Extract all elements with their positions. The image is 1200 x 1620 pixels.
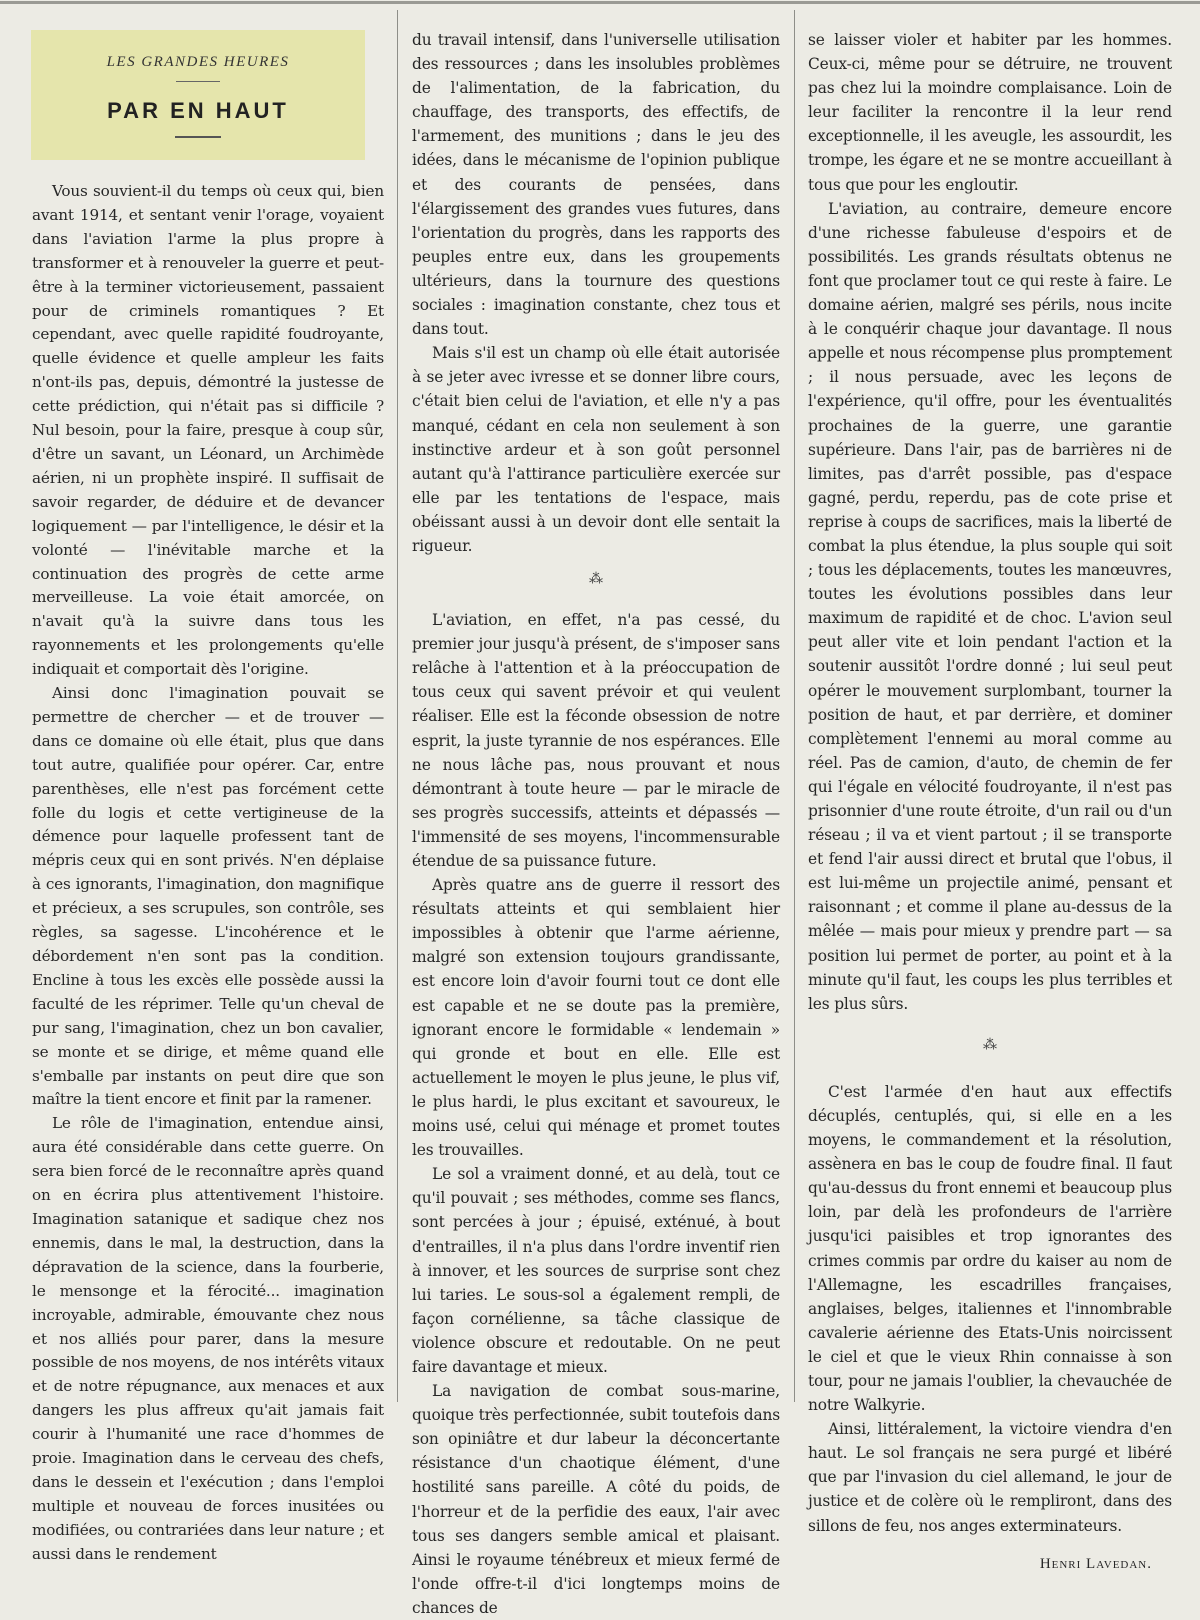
paragraph: Ainsi donc l'imagination pouvait se permettre de chercher — et de trouver — dans ce domaine où elle était, plus que dans tout autre, qualifiée pour opérer. Car, entre parenthèses, elle n'est pas forcément cette folle du logis et cette vertigineuse de la démence pour laquelle professent tant de mépris ceux qui en sont privés. N'en déplaise à ces ignorants, l'imagination, don magnifique et précieux, a ses scrupules, son contrôle, ses règles, sa sagesse. L'incohérence et le débordement n'en sont pas la condition. Encline à tous les excès elle possède aussi la faculté de les réprimer. Telle qu'un cheval de pur sang, l'imagination, chez un bon cavalier, se monte et se dirige, et même quand elle s'emballe par instants on peut dire que son maître la tient encore et finit par la ramener. [32, 684, 384, 1109]
asterism-divider: ⁂ [589, 571, 603, 588]
paragraph: Ainsi, littéralement, la victoire viendra d'en haut. Le sol français ne sera purgé et libéré que par l'invasion du ciel allemand, le jour de justice et de colère où le rempliront, dans des sillons de feu, nos anges exterminateurs. [808, 1420, 1172, 1535]
series-title: LES GRANDES HEURES [106, 54, 290, 70]
top-rule [0, 1, 1200, 4]
title-underline [175, 136, 221, 138]
column-1 [12, 180, 392, 1567]
paragraph: C'est l'armée d'en haut aux effectifs décuplés, centuplés, qui, si elle en a les moyens, le commandement et la résolution, assènera en bas le coup de foudre final. Il faut qu'au-dessus du front ennemi et beaucoup plus loin, par delà les profondeurs de l'arrière jusqu'ici paisibles et trop ignorantes des crimes commis par ordre du kaiser au nom de l'Allemagne, les escadrilles françaises, anglaises, belges, italiennes et l'innombrable cavalerie aérienne des Etats-Unis noircissent le ciel et que le vieux Rhin connaisse à son tour, pour ne jamais l'oublier, la chevauchée de notre Walkyrie. [808, 1082, 1172, 1415]
paragraph: du travail intensif, dans l'universelle utilisation des ressources ; dans les insolubles problèmes de l'alimentation, de la fabrication, du chauffage, des transports, des effectifs, de l'armement, des munitions ; dans le jeu des idées, dans le mécanisme de l'opinion publique et des courants de pensées, dans l'élargissement des grandes vues futures, dans l'orientation du progrès, dans les rapports des peuples entre eux, dans les groupements ultérieurs, dans la tournure des questions sociales : imagination constante, chez tous et dans tout. [412, 31, 780, 339]
paragraph: L'aviation, en effet, n'a pas cessé, du premier jour jusqu'à présent, de s'imposer sans relâche à l'attention et à la préoccupation de tous ceux qui savent prévoir et qui veulent réaliser. Elle est la féconde obsession de notre esprit, la juste tyrannie de nos espérances. Elle ne nous lâche pas, nous prouvant et nous démontrant à toute heure — par le miracle de ses progrès successifs, atteints et dépassés — l'immensité de ses moyens, l'incommensurable étendue de sa puissance future. [412, 611, 780, 870]
paragraph: Mais s'il est un champ où elle était autorisée à se jeter avec ivresse et se donner libre cours, c'était bien celui de l'aviation, et elle n'y a pas manqué, cédant en cela non seulement à son instinctive ardeur et à son goût personnel autant qu'à l'attirance particulière exercée sur elle par les tentations de l'espace, mais obéissant aussi à un devoir dont elle sentait la rigueur. [412, 344, 780, 555]
column-divider-1 [397, 10, 398, 1402]
paragraph: Le sol a vraiment donné, et au delà, tout ce qu'il pouvait ; ses méthodes, comme ses flancs, sont percées à jour ; épuisé, exténué, à bout d'entrailles, il n'a plus dans l'ordre inventif rien à innover, et les sources de surprise sont chez lui taries. Le sous-sol a également rempli, de façon cornélienne, sa tâche classique de violence obscure et redoutable. On ne peut faire davantage et mieux. [412, 1165, 780, 1376]
paragraph: Le rôle de l'imagination, entendue ainsi, aura été considérable dans cette guerre. On sera bien forcé de le reconnaître après quand on en écrira plus attentivement l'histoire. Imagination satanique et sadique chez nos ennemis, dans le mal, la destruction, dans la dépravation de la science, dans la fourberie, le mensonge et la férocité... imagination incroyable, admirable, émouvante chez nous et nos alliés pour parer, dans la mesure possible de nos moyens, de nos intérêts vitaux et de notre répugnance, aux menaces et aux dangers les plus affreux qu'ait jamais fait courir à l'humanité une race d'hommes de proie. Imagination dans le cerveau des chefs, dans le dessein et l'exécution ; dans l'emploi multiple et nouveau de forces inusitées ou modifiées, ou contrariées dans leur nature ; et aussi dans le rendement [32, 1114, 384, 1563]
article-title: PAR EN HAUT [107, 98, 289, 123]
article-header-box [31, 30, 365, 160]
author-signature: Henri Lavedan. [1039, 1555, 1152, 1572]
paragraph: Après quatre ans de guerre il ressort des résultats atteints et qui semblaient hier impossibles à obtenir que l'arme aérienne, malgré son extension toujours grandissante, est encore loin d'avoir fourni tout ce dont elle est capable et ne se doute pas la première, ignorant encore le formidable « lendemain » qui gronde et bout en elle. Elle est actuellement le moyen le plus jeune, le plus vif, le plus hardi, le plus excitant et savoureux, le moins usé, celui qui ménage et promet toutes les trouvailles. [412, 876, 780, 1160]
paragraph: L'aviation, au contraire, demeure encore d'une richesse fabuleuse d'espoirs et de possibilités. Les grands résultats obtenus ne font que proclamer tout ce qui reste à faire. Le domaine aérien, malgré ses périls, nous incite à le conquérir chaque jour davantage. Il nous appelle et nous récompense plus promptement ; il nous persuade, avec les leçons de l'expérience, qu'il offre, pour les éventualités prochaines de la guerre, une garantie supérieure. Dans l'air, pas de barrières ni de limites, pas d'arrêt possible, pas d'espace gagné, perdu, reperdu, pas de cote prise et reprise à coups de sacrifices, mais la liberté de combat la plus étendue, la plus souple qui soit ; tous les déplacements, toutes les manœuvres, toutes les évolutions possibles dans leur maximum de rapidité et de choc. L'avion seul peut aller vite et loin pendant l'action et la soutenir aussitôt l'ordre donné ; lui seul peut opérer le mouvement surplombant, tourner la position de haut, et par derrière, et dominer complètement l'ennemi au moral comme au réel. Pas de camion, d'auto, de chemin de fer qui l'égale en vélocité foudroyante, il n'est pas prisonnier d'une route étroite, d'un rail ou d'un réseau ; il va et vient partout ; il se transporte et fend l'air aussi direct et brutal que l'obus, il est lui-même un projectile animé, pensant et raisonnant ; et comme il plane au-dessus de la mêlée — mais pour mieux y prendre part — sa position lui permet de porter, au point et à la minute qu'il faut, les coups les plus terribles et les plus sûrs. [808, 199, 1172, 1013]
column-2 [402, 28, 792, 1620]
column-divider-2 [794, 10, 795, 1402]
asterism-divider: ⁂ [983, 1036, 997, 1053]
paragraph: Vous souvient-il du temps où ceux qui, bien avant 1914, et sentant venir l'orage, voyaient dans l'aviation l'arme la plus propre à transformer et à renouveler la guerre et peut-être à la terminer victorieusement, passaient pour de criminels romantiques ? Et cependant, avec quelle rapidité foudroyante, quelle évidence et quelle ampleur les faits n'ont-ils pas, depuis, démontré la justesse de cette prédiction, qui n'était pas si difficile ? Nul besoin, pour la faire, presque à coup sûr, d'être un savant, un Léonard, un Archimède aérien, ni un prophète inspiré. Il suffisait de savoir regarder, de déduire et de devancer logiquement — par l'intelligence, le désir et la volonté — l'inévitable marche et la continuation des progrès de cette arme merveilleuse. La voie était amorcée, on n'avait qu'à la suivre dans tous les rayonnements et les prolongements qu'elle indiquait et comportait dès l'origine. [32, 182, 384, 679]
header-separator [176, 81, 220, 82]
column-3 [800, 28, 1194, 1573]
paragraph: La navigation de combat sous-marine, quoique très perfectionnée, subit toutefois dans son opiniâtre et dur labeur la déconcertante résistance d'un chaotique élément, d'une hostilité sans pareille. A côté du poids, de l'horreur et de la perfidie des eaux, l'air avec tous ses dangers semble amical et plaisant. Ainsi le royaume ténébreux et mieux fermé de l'onde offre-t-il d'ici longtemps moins de chances de [412, 1382, 780, 1617]
paragraph: se laisser violer et habiter par les hommes. Ceux-ci, même pour se détruire, ne trouvent pas chez lui la moindre complaisance. Loin de leur faciliter la rencontre il la leur rend exceptionnelle, il les aveugle, les assourdit, les trompe, les égare et ne se montre accueillant à tous que pour les engloutir. [808, 31, 1172, 194]
